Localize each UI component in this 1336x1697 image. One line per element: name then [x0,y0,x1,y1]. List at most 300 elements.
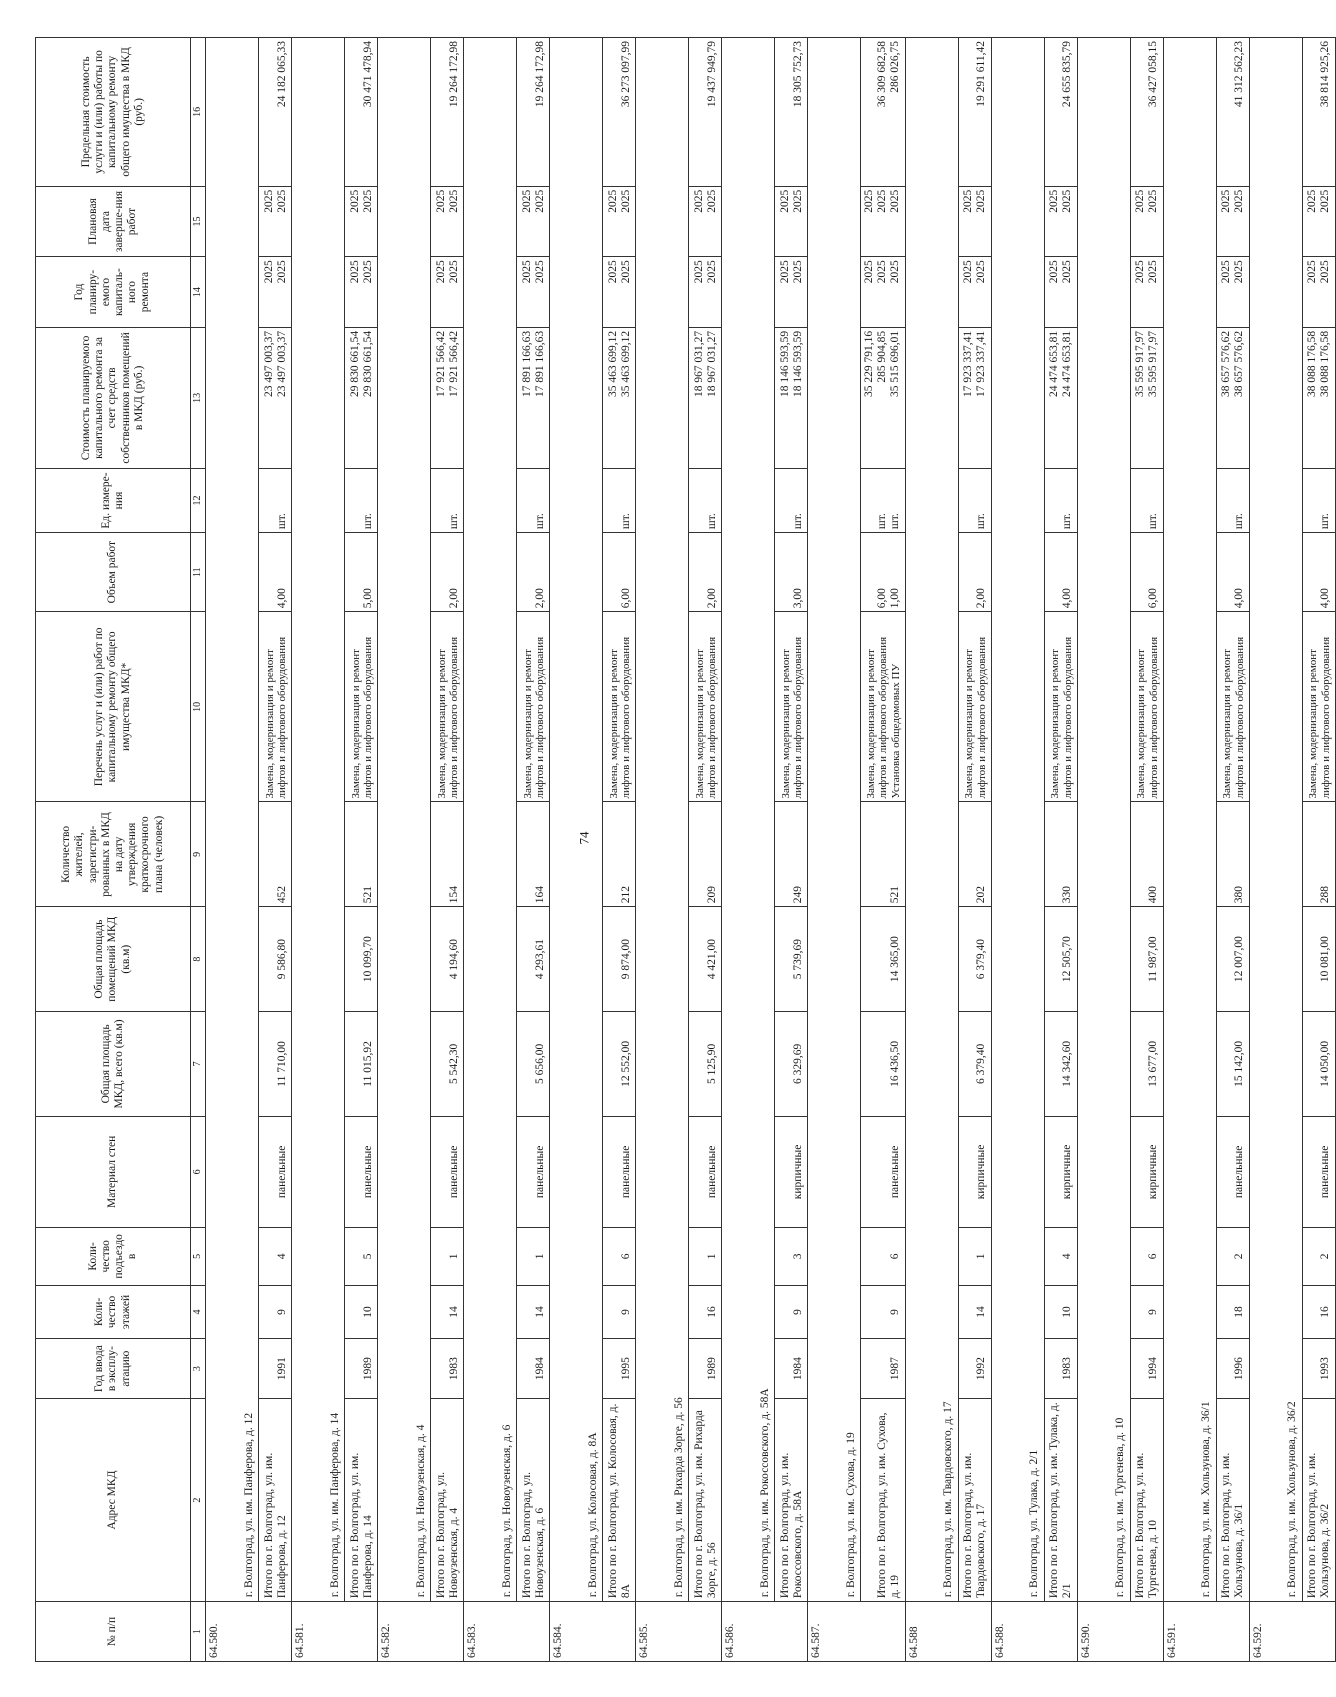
entrances-count: 6 [861,1227,906,1285]
total-address: Итого по г. Волгоград, ул. им. Рокоссовского, д. 58А [775,1399,808,1602]
repair-year-line: 2025 [606,260,619,284]
work-unit-line: шт. [619,513,632,530]
entrances-count: 4 [259,1227,292,1285]
max-cost-line: 18 305 752,73 [791,41,804,108]
total-area: 14 050,00 [1302,1012,1335,1117]
work-cost [517,327,550,468]
floors-count: 14 [517,1285,550,1338]
work-cost [775,327,808,468]
work-cost-line: 17 891 166,63 [520,330,533,397]
record-address: г. Волгоград, ул. им. Хользунова, д. 36/1 [1163,38,1216,1602]
completion-date-line: 2025 [533,189,546,213]
header-cell: Год ввода в эксплу-атацию [36,1339,191,1399]
record-address: г. Волгоград, ул. им. Твардовского, д. 17 [905,38,958,1602]
wall-material: панельные [517,1116,550,1227]
max-cost [775,38,808,187]
record-address: г. Волгоград, ул. им. Рокоссовского, д. 58А [722,38,775,1602]
record-number: 64.584. [550,1602,636,1662]
max-cost [1216,38,1249,187]
entrances-count: 6 [603,1227,636,1285]
max-cost [259,38,292,187]
premises-area: 10 081,00 [1302,907,1335,1012]
max-cost-line: 36 309 682,58 [876,41,889,108]
total-area: 13 677,00 [1130,1012,1163,1117]
completion-date-line: 2025 [1233,189,1246,213]
work-volume [259,533,292,612]
work-volume [958,533,991,612]
work-list-line: Установка общедомовых ПУ [890,663,903,799]
column-number: 13 [191,327,206,468]
repair-year [861,257,906,328]
completion-date [861,186,906,257]
total-area: 5 542,30 [431,1012,464,1117]
record-header-row [464,38,517,1662]
entrances-count: 4 [1044,1227,1077,1285]
repair-year [1216,257,1249,328]
residents-count: 154 [431,802,464,907]
record-address: г. Волгоград, ул. Новоузенская, д. 6 [464,38,517,1602]
total-area: 5 125,90 [689,1012,722,1117]
work-list [259,612,292,802]
record-address: г. Волгоград, ул. им. Рихарда Зорге, д. 56 [636,38,689,1602]
completion-date [431,186,464,257]
work-unit [603,468,636,532]
premises-area: 11 987,00 [1130,907,1163,1012]
column-number: 7 [191,1012,206,1117]
header-cell: Общая площадь помещений МКД (кв.м) [36,907,191,1012]
record-number: 64.588 [905,1602,991,1662]
table-row [775,38,808,1662]
work-unit-line: шт. [889,513,902,530]
work-cost-line: 29 830 661,54 [348,330,361,397]
record-address: г. Волгоград, ул. Новоузенская, д. 4 [378,38,431,1602]
header-cell: Коли-чество подъездо в [36,1227,191,1285]
work-unit [958,468,991,532]
repair-year [345,257,378,328]
work-cost-line: 38 657 576,62 [1220,330,1233,397]
total-area: 6 379,40 [958,1012,991,1117]
work-cost-line: 18 146 593,59 [791,330,804,397]
residents-count: 400 [1130,802,1163,907]
record-header-row [206,38,259,1662]
work-unit-line: шт. [705,513,718,530]
work-cost-line: 18 146 593,59 [778,330,791,397]
work-volume [517,533,550,612]
table-row [958,38,991,1662]
column-number: 6 [191,1116,206,1227]
max-cost-line: 286 026,75 [889,41,902,93]
residents-count: 330 [1044,802,1077,907]
work-cost-line: 18 967 031,27 [705,330,718,397]
record-number: 64.583. [464,1602,550,1662]
table-row [861,38,906,1662]
work-unit [517,468,550,532]
work-cost-line: 38 657 576,62 [1233,330,1246,397]
total-area: 14 342,60 [1044,1012,1077,1117]
work-list-line: Замена, модернизация и ремонт лифтов и лифтового оборудования [963,636,989,799]
repair-year [689,257,722,328]
work-volume-line: 6,00 [619,588,632,609]
work-cost-line: 35 515 696,01 [889,330,902,397]
total-address: Итого по г. Волгоград, ул. Новоузенская, д. 6 [517,1399,550,1602]
completion-date [1302,186,1335,257]
repair-year-line: 2025 [962,260,975,284]
total-address: Итого по г. Волгоград, ул. им. Панферова, д. 12 [259,1399,292,1602]
repair-year-line: 2025 [1233,260,1246,284]
repair-year-line: 2025 [975,260,988,284]
max-cost [431,38,464,187]
total-address: Итого по г. Волгоград, ул. им. Сухова, д. 19 [861,1399,906,1602]
work-volume-line: 1,00 [889,588,902,609]
year-commissioned: 1992 [958,1339,991,1399]
record-number: 64.586. [722,1602,808,1662]
record-header-row [292,38,345,1662]
work-cost [861,327,906,468]
table-row [345,38,378,1662]
completion-date-line: 2025 [889,189,902,213]
repair-year-line: 2025 [778,260,791,284]
residents-count: 202 [958,802,991,907]
repair-year-line: 2025 [434,260,447,284]
total-address: Итого по г. Волгоград, ул. им. Хользунова, д. 36/1 [1216,1399,1249,1602]
residents-count: 249 [775,802,808,907]
wall-material: панельные [603,1116,636,1227]
work-volume-line: 6,00 [876,588,889,609]
record-header-row [550,38,603,1662]
work-list [775,612,808,802]
repair-year-line: 2025 [447,260,460,284]
record-header-row [636,38,689,1662]
work-cost-line: 38 088 176,58 [1306,330,1319,397]
premises-area: 9 586,80 [259,907,292,1012]
max-cost [861,38,906,187]
completion-date-line: 2025 [1061,189,1074,213]
premises-area: 4 194,60 [431,907,464,1012]
work-list [1130,612,1163,802]
total-area: 6 329,69 [775,1012,808,1117]
total-address: Итого по г. Волгоград, ул. им. Тургенева, д. 10 [1130,1399,1163,1602]
max-cost [958,38,991,187]
work-cost-line: 17 891 166,63 [533,330,546,397]
year-commissioned: 1994 [1130,1339,1163,1399]
residents-count: 452 [259,802,292,907]
completion-date-line: 2025 [619,189,632,213]
wall-material: панельные [1302,1116,1335,1227]
record-number: 64.581. [292,1602,378,1662]
work-unit [1130,468,1163,532]
work-list-line: Замена, модернизация и ремонт лифтов и лифтового оборудования [607,636,633,799]
work-cost-line: 17 923 337,41 [962,330,975,397]
premises-area: 9 874,00 [603,907,636,1012]
work-list-line: Замена, модернизация и ремонт лифтов и лифтового оборудования [521,636,547,799]
work-cost [1216,327,1249,468]
residents-count: 212 [603,802,636,907]
work-volume-line: 2,00 [705,588,718,609]
work-cost-line: 285 904,85 [876,330,889,383]
record-address: г. Волгоград, ул. им. Панферова, д. 12 [206,38,259,1602]
work-cost [431,327,464,468]
record-address: г. Волгоград, ул. им. Сухова, д. 19 [808,38,861,1602]
work-volume [1302,533,1335,612]
completion-date-line: 2025 [1048,189,1061,213]
work-cost-line: 35 463 699,12 [606,330,619,397]
completion-date [603,186,636,257]
completion-date-line: 2025 [434,189,447,213]
completion-date-line: 2025 [791,189,804,213]
work-list-line: Замена, модернизация и ремонт лифтов и лифтового оборудования [1307,636,1333,799]
record-number: 64.580. [206,1602,292,1662]
work-unit [861,468,906,532]
column-number: 15 [191,186,206,257]
table-body [206,38,1336,1662]
repair-year-line: 2025 [262,260,275,284]
total-address: Итого по г. Волгоград, ул. Новоузенская, д. 4 [431,1399,464,1602]
year-commissioned: 1984 [775,1339,808,1399]
total-address: Итого по г. Волгоград, ул. им. Панферова, д. 14 [345,1399,378,1602]
column-number: 9 [191,802,206,907]
max-cost [345,38,378,187]
repair-year-line: 2025 [791,260,804,284]
premises-area: 12 007,00 [1216,907,1249,1012]
residents-count: 380 [1216,802,1249,907]
floors-count: 9 [603,1285,636,1338]
total-area: 11 710,00 [259,1012,292,1117]
work-unit-line: шт. [275,513,288,530]
table-row [259,38,292,1662]
completion-date-line: 2025 [1220,189,1233,213]
completion-date [345,186,378,257]
completion-date-line: 2025 [348,189,361,213]
total-area: 12 552,00 [603,1012,636,1117]
work-cost-line: 23 497 003,37 [262,330,275,397]
work-list [861,612,906,802]
table-row [431,38,464,1662]
entrances-count: 2 [1216,1227,1249,1285]
repair-year-line: 2025 [1048,260,1061,284]
work-unit [689,468,722,532]
work-volume [345,533,378,612]
completion-date-line: 2025 [275,189,288,213]
header-cell: Адрес МКД [36,1399,191,1602]
wall-material: кирпичные [775,1116,808,1227]
floors-count: 18 [1216,1285,1249,1338]
work-list-line: Замена, модернизация и ремонт лифтов и лифтового оборудования [779,636,805,799]
work-unit [1302,468,1335,532]
year-commissioned: 1987 [861,1339,906,1399]
work-unit [259,468,292,532]
entrances-count: 1 [431,1227,464,1285]
year-commissioned: 1983 [431,1339,464,1399]
work-cost [689,327,722,468]
work-cost-line: 23 497 003,37 [275,330,288,397]
work-volume-line: 4,00 [1319,588,1332,609]
work-list [1302,612,1335,802]
work-cost [259,327,292,468]
year-commissioned: 1995 [603,1339,636,1399]
repair-year-line: 2025 [1061,260,1074,284]
entrances-count: 1 [689,1227,722,1285]
premises-area: 14 365,00 [861,907,906,1012]
capital-repair-table [35,37,1336,1662]
work-cost-line: 29 830 661,54 [361,330,374,397]
premises-area: 12 505,70 [1044,907,1077,1012]
work-volume-line: 2,00 [447,588,460,609]
repair-year [1044,257,1077,328]
entrances-count: 5 [345,1227,378,1285]
column-number: 5 [191,1227,206,1285]
year-commissioned: 1991 [259,1339,292,1399]
completion-date [517,186,550,257]
completion-date-line: 2025 [778,189,791,213]
residents-count: 288 [1302,802,1335,907]
work-list [431,612,464,802]
entrances-count: 6 [1130,1227,1163,1285]
work-volume [1216,533,1249,612]
work-cost [1044,327,1077,468]
total-address: Итого по г. Волгоград, ул. им. Твардовского, д. 17 [958,1399,991,1602]
work-unit-line: шт. [1061,513,1074,530]
work-list-line: Замена, модернизация и ремонт лифтов и лифтового оборудования [1049,636,1075,799]
premises-area: 10 099,70 [345,907,378,1012]
repair-year-line: 2025 [619,260,632,284]
work-unit-line: шт. [1233,513,1246,530]
wall-material: панельные [861,1116,906,1227]
work-volume-line: 2,00 [533,588,546,609]
repair-year-line: 2025 [1306,260,1319,284]
completion-date [1216,186,1249,257]
completion-date-line: 2025 [705,189,718,213]
work-cost-line: 35 463 699,12 [619,330,632,397]
max-cost-line: 38 814 925,26 [1319,41,1332,108]
max-cost [1130,38,1163,187]
record-address: г. Волгоград, ул. им. Панферова, д. 14 [292,38,345,1602]
max-cost [689,38,722,187]
repair-year-line: 2025 [533,260,546,284]
header-cell: Год планиру-емого капиталь-ного ремонта [36,257,191,328]
total-address: Итого по г. Волгоград, ул. Колосовая, д. 8А [603,1399,636,1602]
header-cell: Стоимость планируемого капитального ремонта за счет средств собственников помещений в МКД (руб.) [36,327,191,468]
wall-material: панельные [431,1116,464,1227]
header-cell: Количество жителей, зарегистри-рованных в МКД на дату утверждения краткосрочного плана (человек) [36,802,191,907]
column-number: 2 [191,1399,206,1602]
work-unit-line: шт. [1147,513,1160,530]
entrances-count: 2 [1302,1227,1335,1285]
column-number: 10 [191,612,206,802]
repair-year [775,257,808,328]
work-list-line: Замена, модернизация и ремонт лифтов и лифтового оборудования [693,636,719,799]
floors-count: 16 [1302,1285,1335,1338]
header-cell: № п/п [36,1602,191,1662]
work-unit-line: шт. [447,513,460,530]
record-number: 64.587. [808,1602,906,1662]
max-cost-line: 36 427 058,15 [1147,41,1160,108]
completion-date-line: 2025 [262,189,275,213]
repair-year-line: 2025 [692,260,705,284]
header-cell: Объем работ [36,533,191,612]
wall-material: кирпичные [1130,1116,1163,1227]
wall-material: панельные [689,1116,722,1227]
work-list [517,612,550,802]
completion-date-line: 2025 [361,189,374,213]
residents-count: 209 [689,802,722,907]
work-unit-line: шт. [1319,513,1332,530]
work-cost-line: 38 088 176,58 [1319,330,1332,397]
total-area: 15 142,00 [1216,1012,1249,1117]
completion-date-line: 2025 [692,189,705,213]
work-volume-line: 2,00 [975,588,988,609]
year-commissioned: 1989 [345,1339,378,1399]
work-list-line: Замена, модернизация и ремонт лифтов и лифтового оборудования [263,636,289,799]
floors-count: 14 [431,1285,464,1338]
wall-material: кирпичные [1044,1116,1077,1227]
wall-material: панельные [1216,1116,1249,1227]
work-unit-line: шт. [533,513,546,530]
completion-date-line: 2025 [447,189,460,213]
completion-date [1044,186,1077,257]
total-area: 5 656,00 [517,1012,550,1117]
header-cell: Материал стен [36,1116,191,1227]
wall-material: кирпичные [958,1116,991,1227]
work-unit [1216,468,1249,532]
work-cost-line: 17 921 566,42 [434,330,447,397]
year-commissioned: 1996 [1216,1339,1249,1399]
work-list [603,612,636,802]
repair-year-line: 2025 [705,260,718,284]
max-cost-line: 19 291 611,42 [975,41,988,107]
column-number: 8 [191,907,206,1012]
table-row [1044,38,1077,1662]
record-number: 64.582. [378,1602,464,1662]
completion-date [1130,186,1163,257]
repair-year-line: 2025 [520,260,533,284]
repair-year-line: 2025 [863,260,875,284]
floors-count: 9 [775,1285,808,1338]
work-cost [958,327,991,468]
record-address: г. Волгоград, ул. им. Хользунова, д. 36/2 [1249,38,1302,1602]
work-cost-line: 18 967 031,27 [692,330,705,397]
entrances-count: 1 [958,1227,991,1285]
max-cost-line: 24 182 065,33 [275,41,288,108]
total-address: Итого по г. Волгоград, ул. им. Тулака, д. 2/1 [1044,1399,1077,1602]
max-cost-line: 19 437 949,79 [705,41,718,108]
record-number: 64.590. [1077,1602,1163,1662]
completion-date-line: 2025 [975,189,988,213]
work-volume [775,533,808,612]
table-row [603,38,636,1662]
work-volume-line: 5,00 [361,588,374,609]
repair-year-line: 2025 [889,260,902,284]
year-commissioned: 1983 [1044,1339,1077,1399]
record-address: г. Волгоград, ул. им. Тургенева, д. 10 [1077,38,1130,1602]
completion-date-line: 2025 [876,189,889,213]
header-cell: Общая площадь МКД, всего (кв.м) [36,1012,191,1117]
table-header-row [36,38,191,1662]
work-unit [1044,468,1077,532]
column-number-row [191,38,206,1662]
work-cost [603,327,636,468]
max-cost [1044,38,1077,187]
completion-date-line: 2025 [520,189,533,213]
completion-date-line: 2025 [1147,189,1160,213]
record-address: г. Волгоград, ул. Тулака, д. 2/1 [991,38,1044,1602]
record-number: 64.592. [1249,1602,1335,1662]
record-header-row [722,38,775,1662]
completion-date [775,186,808,257]
max-cost [1302,38,1335,187]
repair-year [259,257,292,328]
work-list-line: Замена, модернизация и ремонт лифтов и лифтового оборудования [1135,636,1161,799]
work-volume-line: 4,00 [1061,588,1074,609]
